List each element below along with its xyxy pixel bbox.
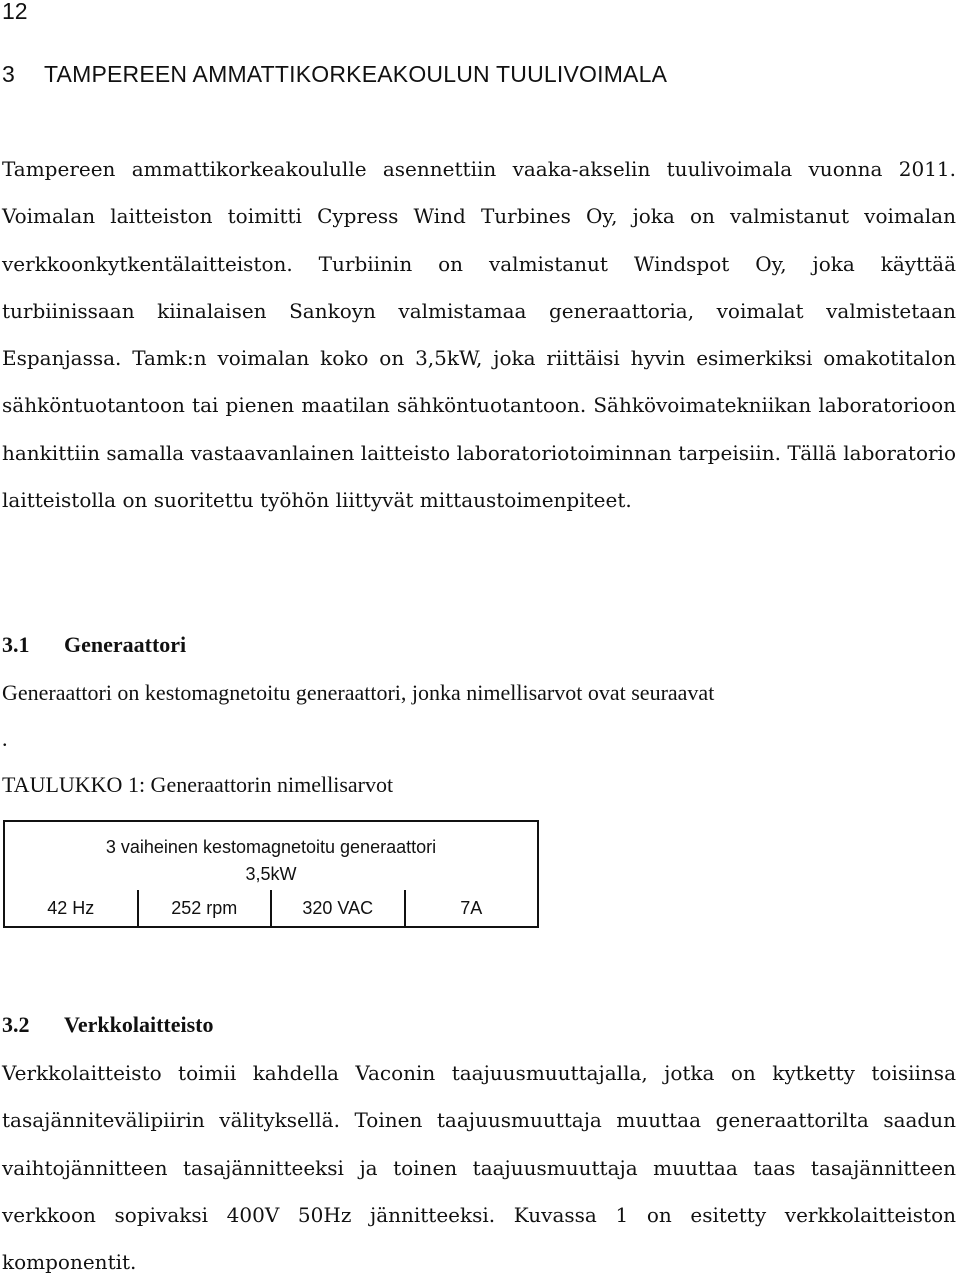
table-cell-voltage: 320 VAC [271, 890, 405, 927]
section-heading-verkkolaitteisto [2, 1012, 214, 1038]
table-caption: TAULUKKO 1: Generaattorin nimellisarvot [2, 772, 394, 797]
table-row [4, 821, 538, 858]
section-number: 3.1 [2, 632, 30, 657]
intro-paragraph: Tampereen ammattikorkeakoululle asennettiin vaaka-akselin tuulivoimala vuonna 2011. Voimalan laitteiston toimitti Cypress Wind Turbines Oy, joka on valmistanut voimalan verkkoonkytkentälaitteiston. Turbiinin on valmistanut Windspot Oy, joka käyttää turbiinissaan kiinalaisen Sankoyn valmistamaa generaattoria, voimalat valmistetaan Espanjassa. Tamk:n voimalan koko on 3,5kW, joka riittäisi hyvin esimerkiksi omakotitalon sähköntuotantoon tai pienen maatilan sähköntuotantoon. Sähkövoimatekniikan laboratorioon hankittiin samalla vastaavanlainen laitteisto laboratoriotoiminnan tarpeisiin. Tällä laboratorio laitteistolla on suoritettu työhön liittyvät mittaustoimenpiteet. [2, 157, 956, 513]
generator-intro-text: Generaattori on kestomagnetoitu generaattori, jonka nimellisarvot ovat seuraavat [2, 680, 715, 705]
trailing-period: . [2, 726, 8, 751]
table-cell-frequency: 42 Hz [47, 897, 95, 918]
table-title-cell: 3 vaiheinen kestomagnetoitu generaattori [105, 837, 437, 857]
table-power-cell: 3,5kW [245, 863, 297, 884]
table-row [4, 890, 538, 927]
table-row [4, 858, 538, 890]
section-title: Verkkolaitteisto [64, 1012, 214, 1037]
chapter-title: TAMPEREEN AMMATTIKORKEAKOULUN TUULIVOIMALA [44, 61, 668, 87]
table-cell-speed: 252 rpm [138, 890, 272, 927]
chapter-number: 3 [2, 61, 15, 87]
chapter-heading [2, 61, 667, 88]
section-heading-generaattori [2, 632, 186, 658]
generator-ratings-table [3, 820, 539, 928]
page-number: 12 [2, 0, 28, 24]
table-cell-current: 7A [405, 890, 539, 927]
grid-equipment-paragraph: Verkkolaitteisto toimii kahdella Vaconin taajuusmuuttajalla, jotka on kytketty toisiinsa tasajännitevälipiirin välityksellä. Toinen taajuusmuuttaja muuttaa generaattorilta saadun vaihtojännitteen tasajännitteeksi ja toinen taajuusmuuttaja muuttaa taas tasajännitteen verkkoon sopivaksi 400V 50Hz jännitteeksi. Kuvassa 1 on esitetty verkkolaitteiston komponentit. [2, 1061, 956, 1275]
section-title: Generaattori [64, 632, 187, 657]
section-number: 3.2 [2, 1012, 30, 1037]
